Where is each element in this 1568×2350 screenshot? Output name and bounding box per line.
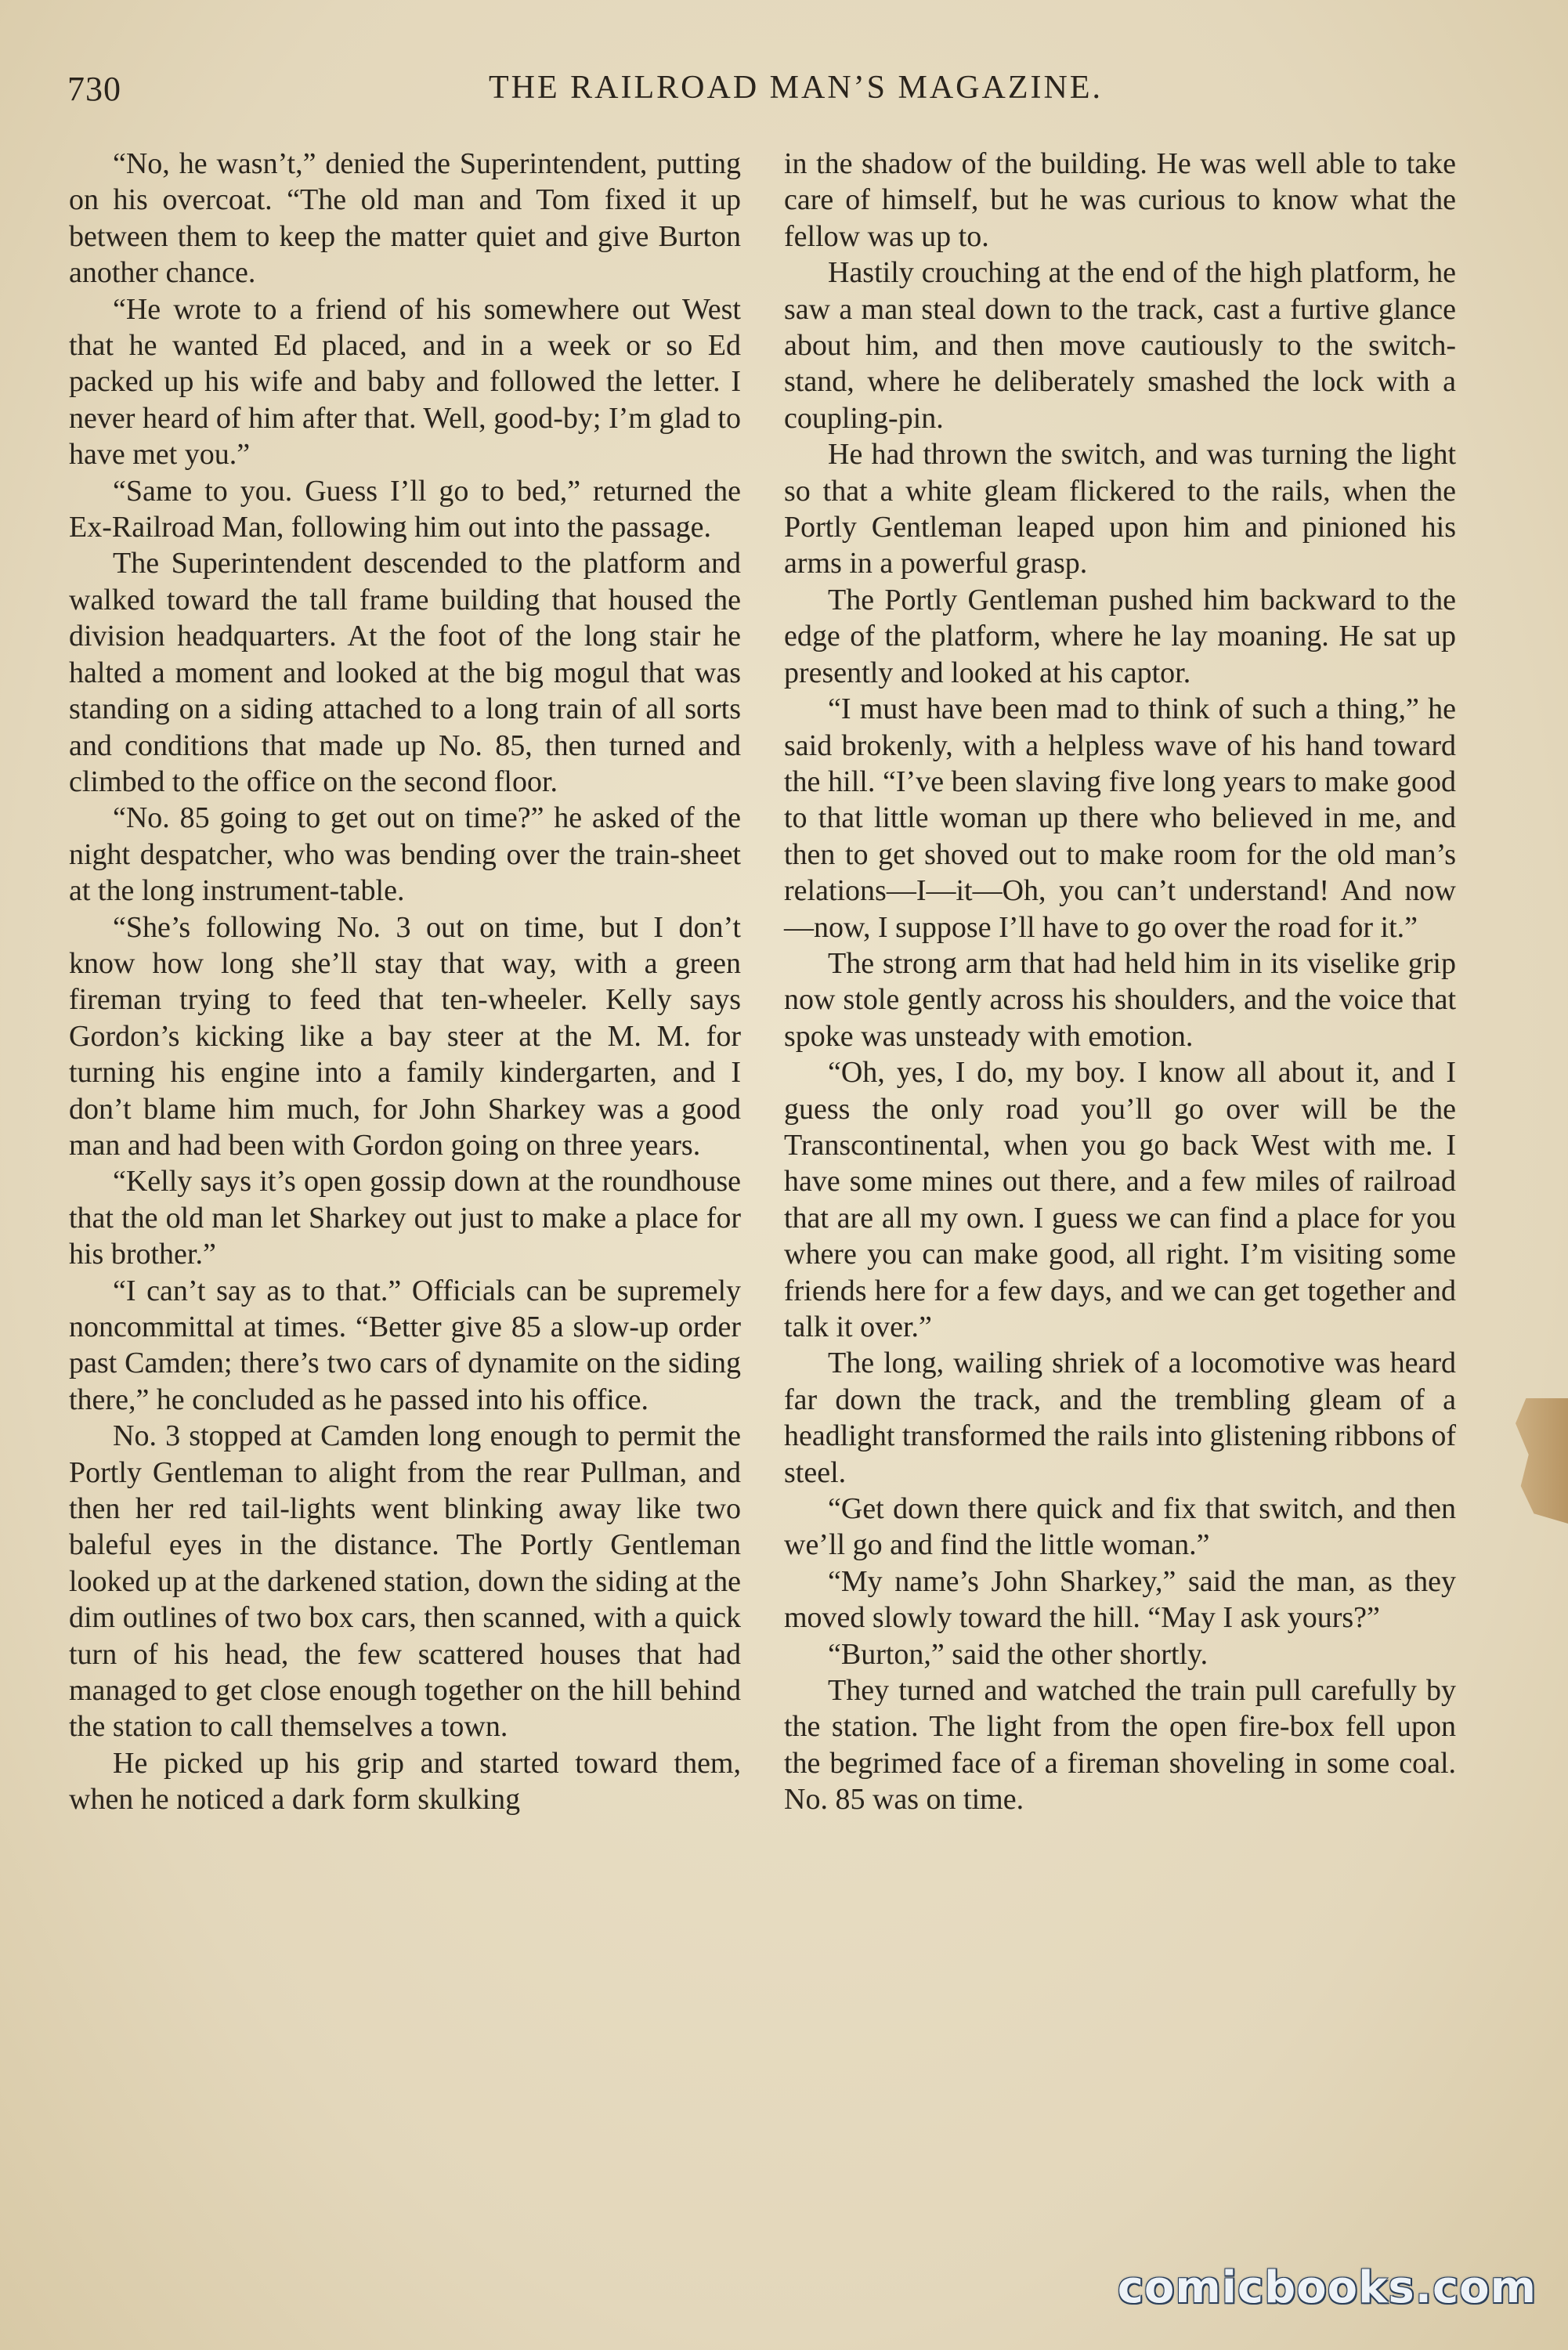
paragraph: The long, wailing shriek of a locomotive was heard far down the track, and the trembling gleam of a headlight transformed the rails into glistening ribbons of steel.: [784, 1347, 1457, 1489]
page-number: 730: [67, 70, 121, 108]
paragraph: “She’s following No. 3 out on time, but I don’t know how long she’ll stay that way, with a green fireman trying to feed that ten-wheeler. Kelly says Gordon’s kicking like a bay steer at the M. M. for turning his engine into a family kindergarten, and I don’t blame him much, for John Sharkey was a good man and had been with Gordon going on three years.: [69, 910, 741, 1162]
paragraph: The strong arm that had held him in its viselike grip now stole gently across his shoulders, and the voice that spoke was unsteady with emotion.: [784, 946, 1456, 1053]
paragraph: “Burton,” said the other shortly.: [828, 1637, 1209, 1671]
right-column: [784, 146, 1456, 1818]
paragraph: He picked up his grip and started toward them, when he noticed a dark form skulking: [69, 1746, 741, 1817]
paragraph: “No, he wasn’t,” denied the Superintendent, putting on his overcoat. “The old man and Tom fixed it up between them to keep the matter quiet and give Burton another chance.: [69, 147, 741, 290]
paragraph: No. 3 stopped at Camden long enough to permit the Portly Gentleman to alight from the rear Pullman, and then her red tail-lights went blinking away like two baleful eyes in the distance. The Portly Gentleman looked up at the darkened station, down the siding at the dim outlines of two box cars, then scanned, with a quick turn of his head, the few scattered houses that had managed to get close enough together on the hill behind the station to call themselves a town.: [69, 1419, 741, 1744]
paragraph: “I must have been mad to think of such a thing,” he said brokenly, with a helpless wave of his hand toward the hill. “I’ve been slaving five long years to make good to that little woman up there who believed in me, and then to get shoved out to make room for the old man’s relations—I—it—Oh, you can’t understand! And now—now, I suppose I’ll have to go over the road for it.”: [784, 692, 1456, 944]
paragraph: “Oh, yes, I do, my boy. I know all about it, and I guess the only road you’ll go over will be the Transcontinental, when you go back West with me. I have some mines out there, and a few miles of railroad that are all my own. I guess we can find a place for you where you can make good, all right. I’m visiting some friends here for a few days, and we can get together and talk it over.”: [784, 1056, 1456, 1343]
site-watermark: comicbooks.com: [1117, 2262, 1537, 2313]
paragraph: “Kelly says it’s open gossip down at the roundhouse that the old man let Sharkey out just to make a place for his brother.”: [69, 1165, 741, 1271]
paragraph: He had thrown the switch, and was turning the light so that a white gleam flickered to the rails, when the Portly Gentleman leaped upon him and pinioned his arms in a powerful grasp.: [784, 438, 1456, 580]
page-tear: [1516, 1398, 1568, 1524]
paragraph: “Same to you. Guess I’ll go to bed,” returned the Ex-Railroad Man, following him out into the passage.: [69, 474, 741, 544]
paragraph: “My name’s John Sharkey,” said the man, as they moved slowly toward the hill. “May I ask yours?”: [784, 1564, 1456, 1635]
page-header: [67, 69, 1524, 116]
paragraph: “He wrote to a friend of his somewhere out West that he wanted Ed placed, and in a week or so Ed packed up his wife and baby and followed the letter. I never heard of him after that. Well, good-by; I’m glad to have met you.”: [69, 292, 741, 472]
paragraph: The Portly Gentleman pushed him backward to the edge of the platform, where he lay moaning. He sat up presently and looked at his captor.: [784, 583, 1456, 689]
paragraph: They turned and watched the train pull carefully by the station. The light from the open fire-box fell upon the begrimed face of a fireman shoveling in some coal. No. 85 was on time.: [784, 1674, 1456, 1817]
paragraph: “I can’t say as to that.” Officials can be supremely noncommittal at times. “Better give 85 a slow-up order past Camden; there’s two cars of dynamite on the siding there,” he concluded as he passed into his office.: [69, 1274, 741, 1416]
paragraph-continuation: in the shadow of the building. He was well able to take care of himself, but he was curious to know what the fellow was up to.: [784, 147, 1456, 253]
paragraph: “No. 85 going to get out on time?” he asked of the night despatcher, who was bending over the train-sheet at the long instrument-table.: [69, 801, 741, 908]
paragraph: The Superintendent descended to the platform and walked toward the tall frame building that housed the division headquarters. At the foot of the long stair he halted a moment and looked at the big mogul that was standing on a siding attached to a long train of all sorts and conditions that made up No. 85, then turned and climbed to the office on the second floor.: [69, 547, 741, 798]
paragraph: Hastily crouching at the end of the high platform, he saw a man steal down to the track, cast a furtive glance about him, and then move cautiously to the switch-stand, where he deliberately smashed the lock with a coupling-pin.: [784, 256, 1456, 435]
left-column: [69, 146, 741, 1818]
paragraph: “Get down there quick and fix that switch, and then we’ll go and find the little woman.”: [784, 1492, 1456, 1562]
running-title: THE RAILROAD MAN’S MAGAZINE.: [489, 70, 1103, 106]
